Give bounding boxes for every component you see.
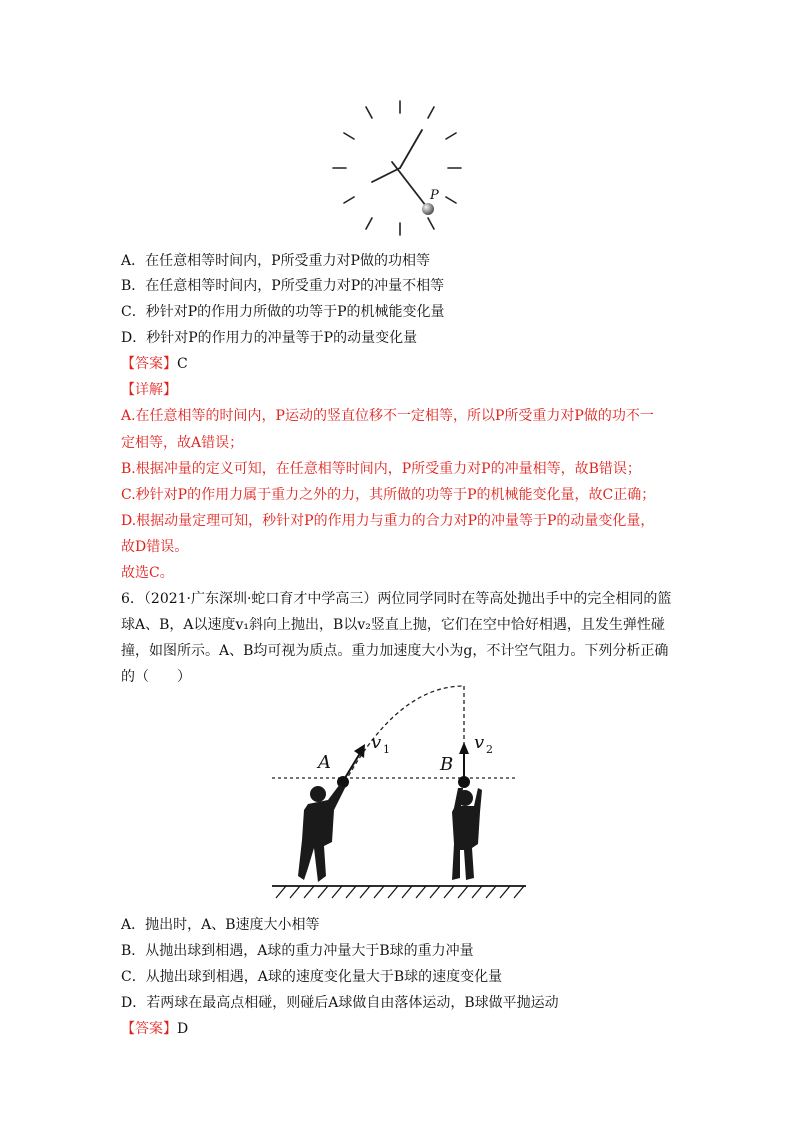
q6-option-a: A．抛出时，A、B速度大小相等 [121,917,320,933]
q6-stem-line: 的（ ） [121,669,191,685]
hour-hand [372,168,400,182]
q5-explanation-line: D.根据动量定理可知，秒针对P的作用力与重力的合力对P的冲量等于P的动量变化量， [121,513,655,529]
q5-conclusion: 故选C。 [121,565,174,581]
second-hand [392,162,426,206]
q5-answer-line [121,354,188,374]
minute-hand [400,130,422,168]
ground-hatching [276,886,524,898]
q6-option-b: B．从抛出球到相遇，A球的重力冲量大于B球的重力冲量 [121,943,474,959]
q5-option-b: B．在任意相等时间内，P所受重力对P的冲量不相等 [121,278,445,294]
basketball-figure [268,680,538,902]
q5-explanation-line: B.根据冲量的定义可知，在任意相等时间内，P所受重力对P的冲量相等，故B错误； [121,461,641,477]
ball-p [422,203,434,215]
detail-label: 【详解】 [121,382,177,398]
player-a [298,784,345,882]
q6-option-d: D．若两球在最高点相碰，则碰后A球做自由落体运动，B球做平抛运动 [121,995,559,1011]
q5-explanation-line: A.在任意相等的时间内，P运动的竖直位移不一定相等，所以P所受重力对P做的功不一 [121,408,654,424]
q6-stem-line: 撞，如图所示。A、B均可视为质点。重力加速度大小为g，不计空气阻力。下列分析正确 [121,643,669,659]
ball-b [458,776,470,788]
q6-option-c: C．从抛出球到相遇，A球的速度变化量大于B球的速度变化量 [121,969,503,985]
q5-explanation-line: 故D错误。 [121,539,189,555]
clock-tick [366,107,372,118]
q5-option-d: D．秒针对P的作用力的冲量等于P的动量变化量 [121,330,418,346]
label-v1-sub: 1 [383,743,390,756]
label-p: P [430,188,439,203]
clock-tick [428,107,434,118]
clock-tick [446,133,456,139]
q5-answer-value: C [177,356,188,372]
clock-tick [428,218,434,229]
q6-stem-line: 6．（2021·广东深圳·蛇口育才中学高三）两位同学同时在等高处抛出手中的完全相同的篮 [121,591,672,607]
q5-option-a: A．在任意相等时间内，P所受重力对P做的功相等 [121,253,430,269]
clock-tick [366,218,372,229]
clock-tick [344,197,354,203]
q6-answer-line [121,1019,188,1039]
arrow-v2-head [459,742,469,754]
clock-tick [344,133,354,139]
label-v2: v [474,732,485,753]
clock-tick [446,197,456,203]
q5-detail-label [121,380,177,400]
player-b [452,788,482,880]
answer-label: 【答案】 [121,356,177,372]
label-a: A [318,752,331,773]
label-v1: v [371,732,382,753]
label-b: B [440,754,454,775]
q5-explanation-line: C.秒针对P的作用力属于重力之外的力，其所做的功等于P的机械能变化量，故C正确； [121,487,656,503]
q6-stem-line: 球A、B，A以速度v₁斜向上抛出，B以v₂竖直上抛，它们在空中恰好相遇，且发生弹性碰 [121,617,665,633]
clock-figure [330,98,470,238]
q5-option-c: C．秒针对P的作用力所做的功等于P的机械能变化量 [121,304,445,320]
q6-answer-value: D [177,1021,189,1037]
label-v2-sub: 2 [486,743,493,756]
q5-explanation-line: 定相等，故A错误； [121,435,244,451]
answer-label: 【答案】 [121,1021,177,1037]
